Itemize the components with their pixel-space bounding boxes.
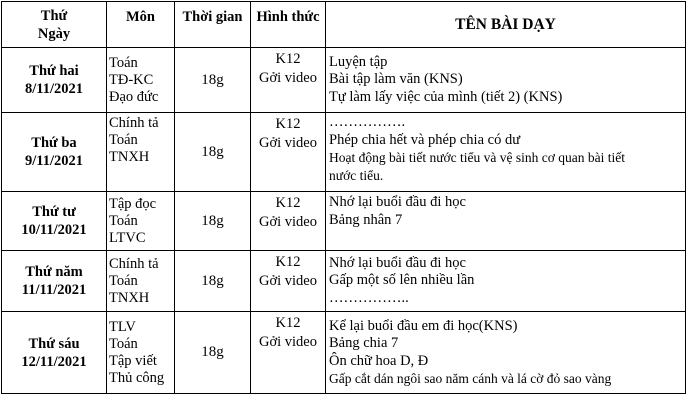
lesson-item: Gấp cắt dán ngôi sao năm cánh và lá cờ đỏ sao vàng [329, 371, 612, 386]
subject-cell [107, 192, 175, 251]
subject-cell [107, 113, 175, 192]
form-class: K12 [275, 315, 301, 331]
day-name: Thứ năm [25, 264, 83, 280]
form-cell [251, 48, 326, 113]
time-cell: 18g [175, 192, 251, 251]
lesson-item: Luyện tập [329, 53, 388, 70]
header-time: Thời gian [175, 2, 251, 48]
subject-cell [107, 312, 175, 394]
subject-item: Toán [109, 54, 138, 71]
day-cell [2, 251, 107, 312]
day-date: 12/11/2021 [21, 353, 87, 370]
lesson-item: Hoạt động bài tiết nước tiểu và vệ sinh cơ quan bài tiết [329, 150, 626, 165]
form-cell [251, 113, 326, 192]
subject-item: Toán [109, 335, 138, 352]
header-day-line2: Ngày [37, 25, 71, 42]
form-cell [251, 312, 326, 394]
header-row [2, 2, 686, 48]
subject-item: Đạo đức [109, 88, 159, 105]
subject-cell [107, 48, 175, 113]
subject-item: Toán [109, 272, 138, 289]
form-class: K12 [275, 116, 301, 132]
header-day-line1: Thứ [40, 7, 68, 24]
day-date: 11/11/2021 [21, 282, 87, 298]
subject-item: Toán [109, 132, 138, 148]
subject-item: Toán [109, 212, 138, 229]
day-cell [2, 192, 107, 251]
form-cell [251, 251, 326, 312]
subject-item: Chính tả [109, 115, 159, 131]
table-row [2, 312, 686, 394]
subject-item: Tập đọc [109, 195, 157, 212]
subject-cell [107, 251, 175, 312]
form-method: Gởi video [258, 70, 317, 86]
day-cell [2, 48, 107, 113]
lesson-item: Bảng chia 7 [329, 335, 399, 351]
form-class: K12 [275, 51, 301, 67]
time-cell: 18g [175, 48, 251, 113]
table-row [2, 113, 686, 192]
schedule-table [1, 1, 686, 394]
subject-item: LTVC [109, 229, 146, 246]
lesson-item: Phép chia hết và phép chia có dư [329, 131, 521, 148]
lesson-item: Nhớ lại buổi đầu đi học [329, 254, 466, 271]
form-class: K12 [275, 254, 301, 270]
header-subject: Môn [107, 2, 175, 48]
time-cell: 18g [175, 312, 251, 394]
form-method: Gởi video [258, 273, 317, 289]
header-lessons: TÊN BÀI DẠY [326, 2, 686, 48]
lessons-cell [326, 251, 686, 312]
time-cell: 18g [175, 113, 251, 192]
lessons-cell [326, 192, 686, 251]
lesson-item: Bảng nhân 7 [329, 211, 403, 228]
form-class: K12 [275, 195, 301, 211]
day-date: 9/11/2021 [24, 153, 83, 169]
day-date: 8/11/2021 [24, 81, 83, 97]
lesson-item: ……………. [329, 114, 406, 130]
lesson-item: Tự làm lấy việc của mình (tiết 2) (KNS) [329, 88, 563, 105]
lessons-cell [326, 113, 686, 192]
header-day [2, 2, 107, 48]
subject-item: TNXH [109, 289, 150, 306]
table-row [2, 251, 686, 312]
lessons-cell [326, 312, 686, 394]
day-name: Thứ hai [29, 63, 79, 79]
lessons-cell [326, 48, 686, 113]
day-name: Thứ ba [31, 135, 77, 151]
header-form: Hình thức [251, 2, 326, 48]
lesson-item: …………….. [329, 289, 409, 306]
lesson-item: Kể lại buổi đầu em đi học(KNS) [329, 317, 518, 334]
lesson-item: Bài tập làm văn (KNS) [329, 71, 463, 88]
table-row [2, 48, 686, 113]
form-method: Gởi video [258, 334, 317, 350]
subject-item: Tập viết [109, 352, 157, 369]
time-cell: 18g [175, 251, 251, 312]
day-name: Thứ sáu [28, 335, 80, 352]
subject-item: Thủ công [109, 369, 165, 386]
day-cell [2, 312, 107, 394]
form-method: Gởi video [258, 214, 317, 230]
lesson-item: Gấp một số lên nhiều lần [329, 272, 475, 289]
day-date: 10/11/2021 [21, 222, 87, 238]
lesson-item: Nhớ lại buổi đầu đi học [329, 194, 466, 210]
form-cell [251, 192, 326, 251]
subject-item: TNXH [109, 149, 150, 165]
day-name: Thứ tư [32, 204, 76, 220]
subject-item: TĐ-KC [109, 71, 154, 88]
subject-item: TLV [109, 318, 136, 335]
subject-item: Chính tả [109, 255, 159, 272]
day-cell [2, 113, 107, 192]
lesson-item: nước tiểu. [329, 167, 384, 183]
lesson-item: Ôn chữ hoa D, Đ [329, 352, 429, 369]
table-row [2, 192, 686, 251]
form-method: Gởi video [258, 135, 317, 151]
